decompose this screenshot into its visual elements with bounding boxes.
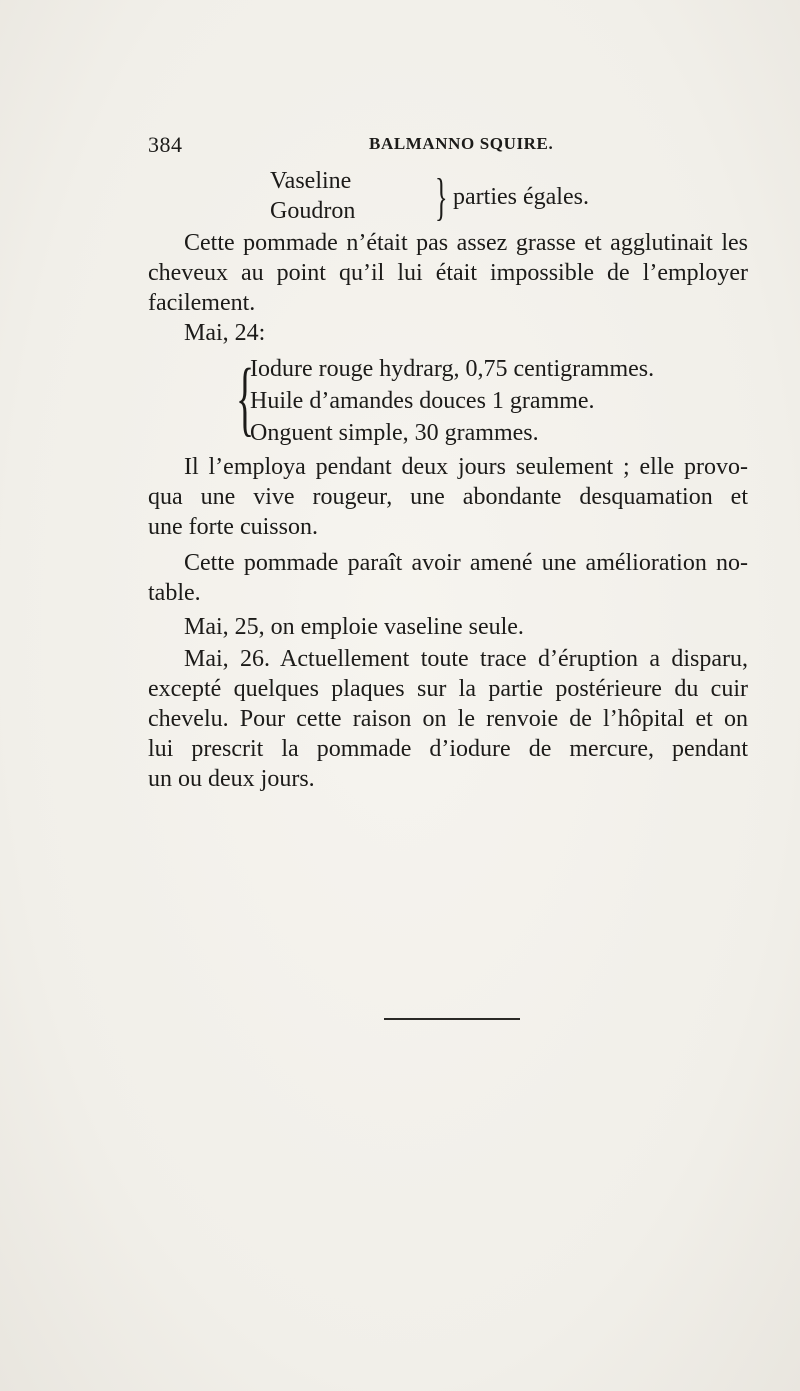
brace: { [236, 352, 255, 445]
text-line: Cette pommade n’était pas assez grasse et agglutinait les [184, 230, 748, 256]
text-line: lui prescrit la pommade d’iodure de mercure, pendant [148, 736, 748, 762]
text-line: Il l’employa pendant deux jours seulement ; elle provo- [184, 454, 748, 480]
text-line: table. [148, 580, 201, 606]
text-line: excepté quelques plaques sur la partie postérieure du cuir [148, 676, 748, 702]
text-line: Cette pommade paraît avoir amené une amélioration no- [184, 550, 748, 576]
paragraph-mai-26 [148, 644, 748, 794]
text-line: chevelu. Pour cette raison on le renvoie de l’hôpital et on [148, 706, 748, 732]
text-line: Mai, 26. Actuellement toute trace d’éruption a disparu, [184, 646, 748, 672]
paragraph-pommade-grasse [148, 228, 748, 318]
text-line: facilement. [148, 290, 256, 316]
ointment-formula-1 [270, 168, 690, 228]
paragraph-employa [148, 452, 748, 542]
text-line: cheveux au point qu’il lui était impossible de l’employer [148, 260, 748, 286]
ingredient-goudron: Goudron [270, 198, 356, 224]
text-line: une forte cuisson. [148, 514, 318, 540]
paragraph-mai-25 [148, 612, 748, 642]
ingredient-onguent: Onguent simple, 30 grammes. [250, 420, 539, 446]
date-mai-24 [184, 318, 784, 348]
ingredient-vaseline: Vaseline [270, 168, 352, 194]
text-line: qua une vive rougeur, une abondante desquamation et [148, 484, 748, 510]
brace: } [435, 169, 448, 226]
text-line: Mai, 25, on emploie vaseline seule. [184, 614, 524, 640]
running-head: BALMANNO SQUIRE. [369, 134, 554, 153]
ingredient-huile: Huile d’amandes douces 1 gramme. [250, 388, 595, 414]
paragraph-amelioration [148, 548, 748, 608]
date-label: Mai, 24: [184, 320, 266, 346]
ingredient-iodure: Iodure rouge hydrarg, 0,75 centigrammes. [250, 356, 655, 382]
ointment-formula-2 [236, 352, 670, 454]
proportion-label: parties égales. [453, 184, 589, 210]
page-number: 384 [148, 132, 183, 157]
section-rule [384, 1018, 520, 1020]
page-header [148, 132, 746, 162]
text-line: un ou deux jours. [148, 766, 315, 792]
